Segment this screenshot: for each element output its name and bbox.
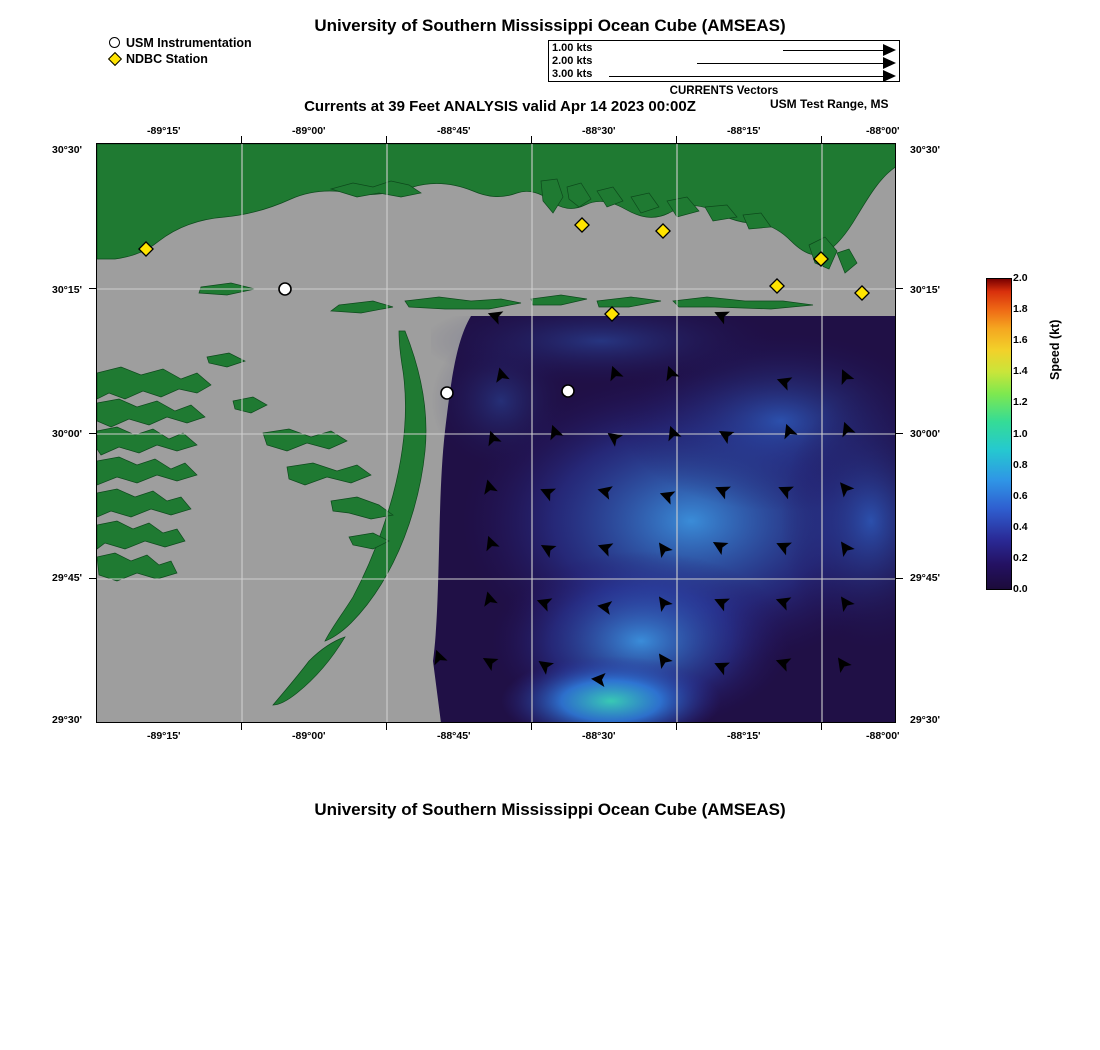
axis-tick <box>89 288 96 289</box>
x-axis-label-top-4: -88°30' <box>582 125 616 137</box>
y-axis-label-left-3: 30°00' <box>52 428 83 440</box>
axis-tick <box>386 723 387 730</box>
page-title: University of Southern Mississippi Ocean Cube (AMSEAS) <box>314 16 786 35</box>
y-axis-label-right-5: 29°30' <box>910 714 941 726</box>
x-axis-label-top-2: -89°00' <box>292 125 326 137</box>
y-axis-label-left-2: 30°15' <box>52 284 83 296</box>
vector-key-line <box>697 63 883 64</box>
footer-title: University of Southern Mississippi Ocean Cube (AMSEAS) <box>314 800 786 819</box>
colorbar-tick-label: 1.4 <box>1013 365 1028 377</box>
axis-tick <box>89 433 96 434</box>
ndbc-station-diamond-icon <box>108 52 126 67</box>
x-axis-label-top-1: -89°15' <box>147 125 181 137</box>
colorbar <box>986 272 1028 595</box>
map-graphic <box>97 144 896 723</box>
legend-label: NDBC Station <box>126 52 208 66</box>
x-axis-label-bottom-5: -88°15' <box>727 730 761 742</box>
colorbar-tick-label: 2.0 <box>1013 272 1028 284</box>
colorbar-tick-label: 0.4 <box>1013 521 1028 533</box>
axis-tick <box>821 136 822 143</box>
axis-tick <box>896 288 903 289</box>
vector-key-arrow-icon <box>883 70 896 82</box>
vector-key-row-2 <box>549 55 901 69</box>
legend-label: USM Instrumentation <box>126 36 252 50</box>
y-axis-label-left-1: 30°30' <box>52 144 83 156</box>
vector-key-caption: CURRENTS Vectors <box>669 85 779 97</box>
vector-key-label: 2.00 kts <box>552 55 593 67</box>
colorbar-tick-label: 0.8 <box>1013 459 1028 471</box>
axis-tick <box>386 136 387 143</box>
y-axis-label-right-3: 30°00' <box>910 428 941 440</box>
colorbar-tick-label: 1.6 <box>1013 334 1028 346</box>
map-subtitle: Currents at 39 Feet ANALYSIS valid Apr 14 2023 00:00Z <box>304 98 696 115</box>
test-range-label: USM Test Range, MS <box>770 97 889 111</box>
x-axis-label-top-3: -88°45' <box>437 125 471 137</box>
axis-tick <box>676 723 677 730</box>
map-legend <box>108 36 252 68</box>
vector-key-line <box>609 76 883 77</box>
y-axis-label-right-4: 29°45' <box>910 572 941 584</box>
vector-key-row-1 <box>549 42 901 56</box>
y-axis-label-left-4: 29°45' <box>52 572 83 584</box>
axis-tick <box>241 136 242 143</box>
colorbar-tick-label: 0.0 <box>1013 583 1028 595</box>
axis-tick <box>896 578 903 579</box>
legend-item-ndbc-station <box>108 52 252 67</box>
colorbar-tick-label: 0.2 <box>1013 552 1028 564</box>
y-axis-label-right-1: 30°30' <box>910 144 941 156</box>
vector-scale-key <box>548 40 900 82</box>
x-axis-label-bottom-3: -88°45' <box>437 730 471 742</box>
y-axis-label-right-2: 30°15' <box>910 284 941 296</box>
axis-tick <box>531 136 532 143</box>
axis-tick <box>89 578 96 579</box>
colorbar-tick-label: 1.0 <box>1013 428 1028 440</box>
axis-tick <box>676 136 677 143</box>
colorbar-tick-label: 0.6 <box>1013 490 1028 502</box>
vector-key-line <box>783 50 883 51</box>
axis-tick <box>821 723 822 730</box>
vector-key-label: 3.00 kts <box>552 68 593 80</box>
colorbar-tick-label: 1.8 <box>1013 303 1028 315</box>
x-axis-label-bottom-2: -89°00' <box>292 730 326 742</box>
colorbar-title: Speed (kt) <box>1048 319 1062 380</box>
axis-tick <box>531 723 532 730</box>
colorbar-gradient <box>986 278 1012 590</box>
vector-key-label: 1.00 kts <box>552 42 593 54</box>
usm-instrumentation-circle-icon <box>108 36 126 51</box>
axis-tick <box>241 723 242 730</box>
vector-key-row-3 <box>549 68 901 82</box>
x-axis-label-top-5: -88°15' <box>727 125 761 137</box>
legend-item-usm-instrumentation <box>108 36 252 51</box>
x-axis-label-bottom-4: -88°30' <box>582 730 616 742</box>
x-axis-label-bottom-1: -89°15' <box>147 730 181 742</box>
x-axis-label-top-6: -88°00' <box>866 125 900 137</box>
x-axis-label-bottom-6: -88°00' <box>866 730 900 742</box>
y-axis-label-left-5: 29°30' <box>52 714 83 726</box>
colorbar-tick-label: 1.2 <box>1013 396 1028 408</box>
axis-tick <box>896 433 903 434</box>
map-canvas[interactable] <box>96 143 896 723</box>
